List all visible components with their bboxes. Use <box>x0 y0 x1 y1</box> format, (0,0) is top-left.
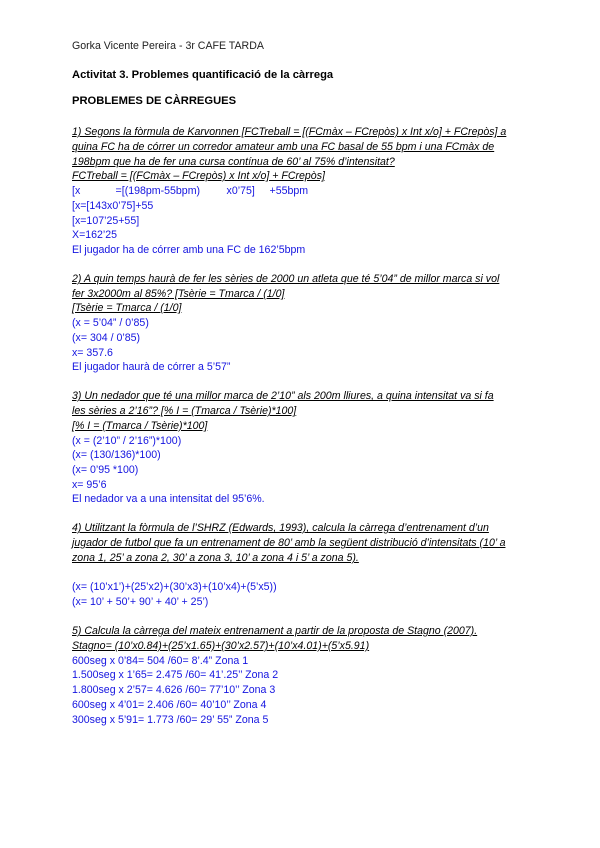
exercise-2-answer: El jugador haurà de córrer a 5’57” <box>72 361 231 373</box>
exercise-2-step: (x = 5’04” / 0’85) <box>72 317 149 329</box>
exercise-2-step: (x= 304 / 0’85) <box>72 332 141 344</box>
exercise-5-step: 1.800seg x 2’57= 4.626 /60= 77’10’’ Zona 3 <box>72 684 276 696</box>
document-header: Gorka Vicente Pereira - 3r CAFE TARDA <box>72 40 264 52</box>
section-subtitle: PROBLEMES DE CÀRREGUES <box>72 95 237 107</box>
exercise-4-step: (x= (10’x1’)+(25’x2)+(30’x3)+(10’x4)+(5’x5)) <box>72 581 277 593</box>
exercise-1-step: [x =[(198pm-55bpm) x0’75] +55bpm <box>72 185 309 197</box>
activity-title: Activitat 3. Problemes quantificació de la càrrega <box>72 69 334 81</box>
exercise-4-question-line: 4) Utilitzant la fòrmula de l’SHRZ (Edwards, 1993), calcula la càrrega d’entrenament d’un <box>72 522 489 534</box>
exercise-2-formula: [Tsèrie = Tmarca / (1/0] <box>72 302 182 314</box>
exercise-1-answer: El jugador ha de córrer amb una FC de 162’5bpm <box>72 244 306 256</box>
exercise-3-formula: [% I = (Tmarca / Tsèrie)*100] <box>72 420 208 432</box>
exercise-3-step: (x = (2’10” / 2’16”)*100) <box>72 435 182 447</box>
exercise-1-question-line: quina FC ha de córrer un corredor amateur amb una FC basal de 55 bpm i una FCmàx de <box>72 141 495 153</box>
exercise-3-step: (x= (130/136)*100) <box>72 449 161 461</box>
exercise-3-answer: El nedador va a una intensitat del 95’6%. <box>72 493 265 505</box>
exercise-2-question-line: 2) A quin temps haurà de fer les sèries de 2000 un atleta que té 5’04” de millor marca si vol <box>72 273 500 285</box>
exercise-2-question-line: fer 3x2000m al 85%? [Tsèrie = Tmarca / (1/0] <box>72 288 285 300</box>
exercise-3-step: (x= 0’95 *100) <box>72 464 139 476</box>
exercise-1-step: X=162’25 <box>72 229 118 241</box>
exercise-5-step: 600seg x 4’01= 2.406 /60= 40’10’’ Zona 4 <box>72 699 267 711</box>
exercise-4-question-line: zona 1, 25’ a zona 2, 30’ a zona 3, 10’ a zona 4 i 5’ a zona 5). <box>72 552 359 564</box>
exercise-5-step: 300seg x 5’91= 1.773 /60= 29’ 55” Zona 5 <box>72 714 269 726</box>
exercise-3-question-line: les sèries a 2’16”? [% I = (Tmarca / Tsèrie)*100] <box>72 405 297 417</box>
exercise-3-step: x= 95’6 <box>72 479 107 491</box>
exercise-1-step: [x=[143x0’75]+55 <box>72 200 154 212</box>
exercise-5-step: 600seg x 0’84= 504 /60= 8’.4” Zona 1 <box>72 655 249 667</box>
exercise-1-formula: FCTreball = [(FCmàx – FCrepòs) x Int x/o] + FCrepòs] <box>72 170 325 182</box>
exercise-4-question-line: jugador de futbol que fa un entrenament de 80’ amb la següent distribució d’intensitats (10’ a <box>72 537 506 549</box>
exercise-4-step: (x= 10’ + 50’+ 90’ + 40’ + 25’) <box>72 596 209 608</box>
exercise-1-question-line: 1) Segons la fòrmula de Karvonnen [FCTreball = [(FCmàx – FCrepòs) x Int x/o] + FCrepòs] a <box>72 126 507 138</box>
exercise-2-step: x= 357.6 <box>72 347 113 359</box>
exercise-1-step: [x=107’25+55] <box>72 215 140 227</box>
exercise-5-step: 1.500seg x 1’65= 2.475 /60= 41’.25’’ Zona 2 <box>72 669 279 681</box>
exercise-3-question-line: 3) Un nedador que té una millor marca de 2’10” als 200m lliures, a quina intensitat va si fa <box>72 390 494 402</box>
exercise-1-question-line: 198bpm que ha de fer una cursa contínua de 60’ al 75% d’intensitat? <box>72 156 395 168</box>
exercise-5-formula: Stagno= (10’x0.84)+(25’x1.65)+(30’x2.57)+(10’x4.01)+(5’x5.91) <box>72 640 370 652</box>
exercise-5-question-line: 5) Calcula la càrrega del mateix entrenament a partir de la proposta de Stagno (2007). <box>72 625 478 637</box>
